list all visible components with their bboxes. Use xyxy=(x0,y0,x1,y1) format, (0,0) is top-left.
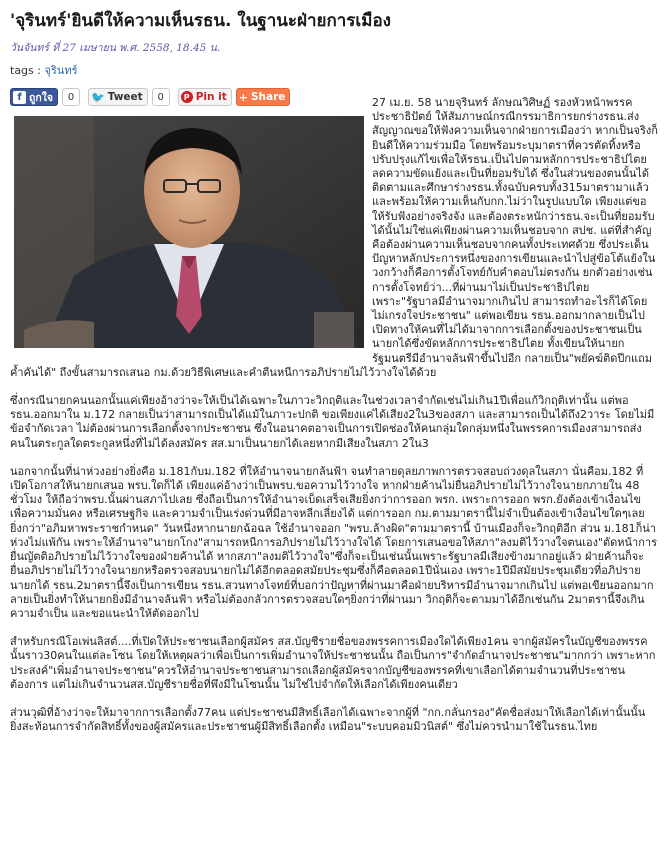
share-label: Share xyxy=(250,91,286,103)
facebook-like-count: 0 xyxy=(62,88,80,106)
twitter-bird-icon: 🐦 xyxy=(91,90,105,104)
article-paragraph-1: 27 เม.ย. 58 นายจุรินทร์ ลักษณวิศิษฏ์ รองหัวหน้าพรรคประชาธิปัตย์ ให้สัมภาษณ์กรณีกรรมาธิการยกร่างรธน.ส่งสัญญาณขอให้ฟังความเห็นจากฝ่ายการเมืองว่า หากเป็นจริงก็ยินดีให้ความร่วมมือ โดยพร้อมระบุมาตราที่ควรตัดทิ้งหรือปรับปรุงแก้ไขเพื่อให้รธน.เป็นไปตามหลักการประชาธิปไตย ลดความขัดแย้งและเป็นที่ยอมรับได้ ซึ่งในส่วนของตนนั้นได้ติดตามและศึกษาร่างรธน.ทั้งฉบับครบทั้ง315มาตรามาแล้วและพร้อมให้ความเห็นกับกก.ไม่ว่าในรูปแบบใด เพียงแต่ขอให้รับฟังอย่างจริงจัง และต้องตระหนักว่ารธน.จะเป็นที่ยอมรับได้นั้นไม่ใช่แค่เพียงผ่านความเห็นชอบจาก สปช. แต่ที่สำคัญคือต้องผ่านความเห็นชอบจากคนทั้งประเทศด้วย ซึ่งประเด็นปัญหาหลักประการหนึ่งของการเขียนและนำไปสู่ข้อโต้แย้งในวงกว้างก็คือการตั้งโจทย์กับคำตอบไม่ตรงกัน ยกตัวอย่างเช่น การตั้งโจทย์ว่า...ที่ผ่านมาไม่เป็นประชาธิปไตย เพราะ"รัฐบาลมีอำนาจมากเกินไป สามารถทำอะไรก็ได้โดยไม่เกรงใจประชาชน" แต่พอเขียน รธน.ออกมากลายเป็นไปเปิดทางให้คนที่ไม่ได้มาจากการเลือกตั้งของประชาชนเป็นนายกได้ซึ่งขัดหลักการประชาธิปไตย ทั้งเขียนให้นายกรัฐมนตรีมีอำนาจล้นฟ้าขึ้นไปอีก กลายเป็น"พยัคฆ์ติดปีกแถมค้ำคันได้" ถึงขั้นสามารถเสนอ กม.ด้วยวิธีพิเศษและคำตีนหนีการอภิปรายไม่ไว้วางใจได้ด้วย xyxy=(10,96,658,379)
article-paragraph-2: ซึ่งกรณีนายกคนนอกนั้นแค่เพียงอ้างว่าจะให้เป็นได้เฉพาะในภาวะวิกฤติและในช่วงเวลาจำกัดเช่นไม่เกิน1ปีเพื่อแก้วิกฤติเท่านั้น แต่พอ รธน.ออกมาใน ม.172 กลายเป็นว่าสามารถเป็นได้แม้ในภาวะปกติ ขอเพียงแค่ได้เสียง2ใน3ของสภา และสามารถเป็นได้ถึง2วาระ โดยไม่มีข้อจำกัดเวลา ไม่ต้องผ่านการเลือกตั้งจากประชาชน ซึ่งในอนาคตอาจเป็นการเปิดช่องให้คนกลุ่มใดกลุ่มหนึ่งในพรรคการเมืองสามารถส่งคนในตระกูลใดตระกูลหนึ่งที่ไม่ได้ลงสมัคร สส.มาเป็นนายกได้เลยหากมีเสียงในสภา 2ใน3 xyxy=(10,394,655,450)
article-title: 'จุรินทร์'ยินดีให้ความเห็นรธน. ในฐานะฝ่ายการเมือง xyxy=(10,11,391,31)
article-paragraph-4: สำหรับกรณีโอเพ่นลิสต์....ที่เปิดให้ประชาชนเลือกผู้สมัคร สส.บัญชีรายชื่อของพรรคการเมืองใดได้เพียง1คน จากผู้สมัครในบัญชีของพรรคนั้นราว30คนในแต่ละโซน โดยให้เหตุผลว่าเพื่อเป็นการเพิ่มอำนาจให้ประชาชนนั้น ถือเป็นการ"จำกัดอำนาจประชาชน"มากกว่า เพราะหากประสงค์"เพิ่มอำนาจประชาชน"ควรให้อำนาจประชาชนสามารถเลือกผู้สมัครจากบัญชีของพรรคที่เขาเลือกได้ตามจำนวนที่ประชาชนต้องการ แต่ไม่เกินจำนวนสส.บัญชีรายชื่อที่พึงมีในโซนนั้น ไม่ใช่ไปจำกัดให้เลือกได้เพียงคนเดียว xyxy=(10,635,656,691)
facebook-like-label: ถูกใจ xyxy=(29,91,53,104)
article-paragraph-5: ส่วนวุฒิที่อ้างว่าจะให้มาจากการเลือกตั้ง77คน แต่ประชาชนมีสิทธิ์เลือกได้เฉพาะจากผู้ที่ "กก.กลั่นกรอง"คัดชื่อส่งมาให้เลือกได้เท่านั้นนั้น ยิ่งสะท้อนการจำกัดสิทธิ์ทั้งของผู้สมัครและประชาชนผู้มีสิทธิ์เลือกตั้ง เหมือน"ระบบคอมมิวนิสต์" ซึ่งไม่ควรนำมาใช้ในรธน.ไทย xyxy=(10,705,646,734)
pinterest-icon: P xyxy=(181,91,193,103)
pinit-label: Pin it xyxy=(195,91,227,103)
article-date: วันจันทร์ ที่ 27 เมษายน พ.ศ. 2558, 18.45 น. xyxy=(10,42,221,54)
tweet-count: 0 xyxy=(152,88,170,106)
tweet-label: Tweet xyxy=(107,91,143,103)
facebook-icon: f xyxy=(13,91,26,104)
tag-link[interactable]: จุรินทร์ xyxy=(44,64,78,77)
plus-icon: + xyxy=(238,90,248,104)
article-body xyxy=(10,96,658,734)
tags-label: tags : xyxy=(10,64,41,77)
tags-row xyxy=(10,64,661,78)
photo-spacer xyxy=(10,96,372,362)
article-paragraph-3: นอกจากนั้นที่น่าห่วงอย่างยิ่งคือ ม.181กับม.182 ที่ให้อำนาจนายกล้นฟ้า จนทำลายดุลยภาพการตรวจสอบถ่วงดุลในสภา นั่นคือม.182 ที่เปิดโอกาสให้นายกเสนอ พรบ.ใดก็ได้ เพียงแค่อ้างว่าเป็นพรบ.ขอความไว้วางใจ หากฝ่ายค้านไม่ยื่นอภิปรายไม่ไว้วางใจนายกภายใน 48 ชั่วโมง ให้ถือว่าพรบ.นั้นผ่านสภาไปเลย ซึ่งถือเป็นการให้อำนาจเบ็ดเสร็จเสียยิ่งกว่าการออก พรก. เพราะการออก พรก.ยังต้องเข้าเงื่อนไขเพื่อความมั่นคง หรือเศรษฐกิจ และความจำเป็นเร่งด่วนที่มีอาจหลีกเลี่ยงได้ แต่การออก กม.ตามมาตรานี้ไม่จำเป็นต้องเข้าเงื่อนไขใดๆเลย ยิ่งกว่า"อภิมหาพระราชกำหนด" วันหนึ่งหากนายกฉ้อฉล ใช้อำนาจออก "พรบ.ล้างผิด"ตามมาตรานี้ บ้านเมืองก็จะวิกฤติอีก ส่วน ม.181ก็น่าห่วงไม่แพ้กัน เพราะให้อำนาจ"นายกโกง"สามารถหนีการอภิปรายไม่ไว้วางใจได้ โดยการเสนอขอให้สภา"ลงมติไว้วางใจตนเอง"ตัดหน้าการยื่นญัตติอภิปรายไม่ไว้วางใจของฝ่ายค้านได้ หากสภา"ลงมติไว้วางใจ"ซึ่งก็จะเป็นเช่นนั้นเพราะรัฐบาลมีเสียงข้างมากอยู่แล้ว ฝ่ายค้านก็จะยื่นอภิปรายไม่ไว้วางใจนายกหรือตรวจสอบนายกไม่ได้อีกตลอดสมัยประชุมซึ่งก็คือตลอด1ปีนั่นเอง เพราะ1ปีมีสมัยประชุมเดียวที่อภิปรายนายกได้ รธน.2มาตรานี้จึงเป็นการเขียน รธน.สวนทางโจทย์ที่บอกว่าปัญหาที่ผ่านมาคือฝ่ายบริหารมีอำนาจมากเกินไป แต่พอเขียนออกมากลายเป็นยิ่งทำให้นายกยิ่งมีอำนาจล้นฟ้า หรือไม่ต้องกลัวการตรวจสอบใดๆยิ่งกว่าที่ผ่านมา วิกฤติก็จะตามมาได้อีกเช่นกัน 2มาตรานี้จึงเกินความจำเป็น และขอแนะนำให้ตัดออกไป xyxy=(10,464,657,620)
